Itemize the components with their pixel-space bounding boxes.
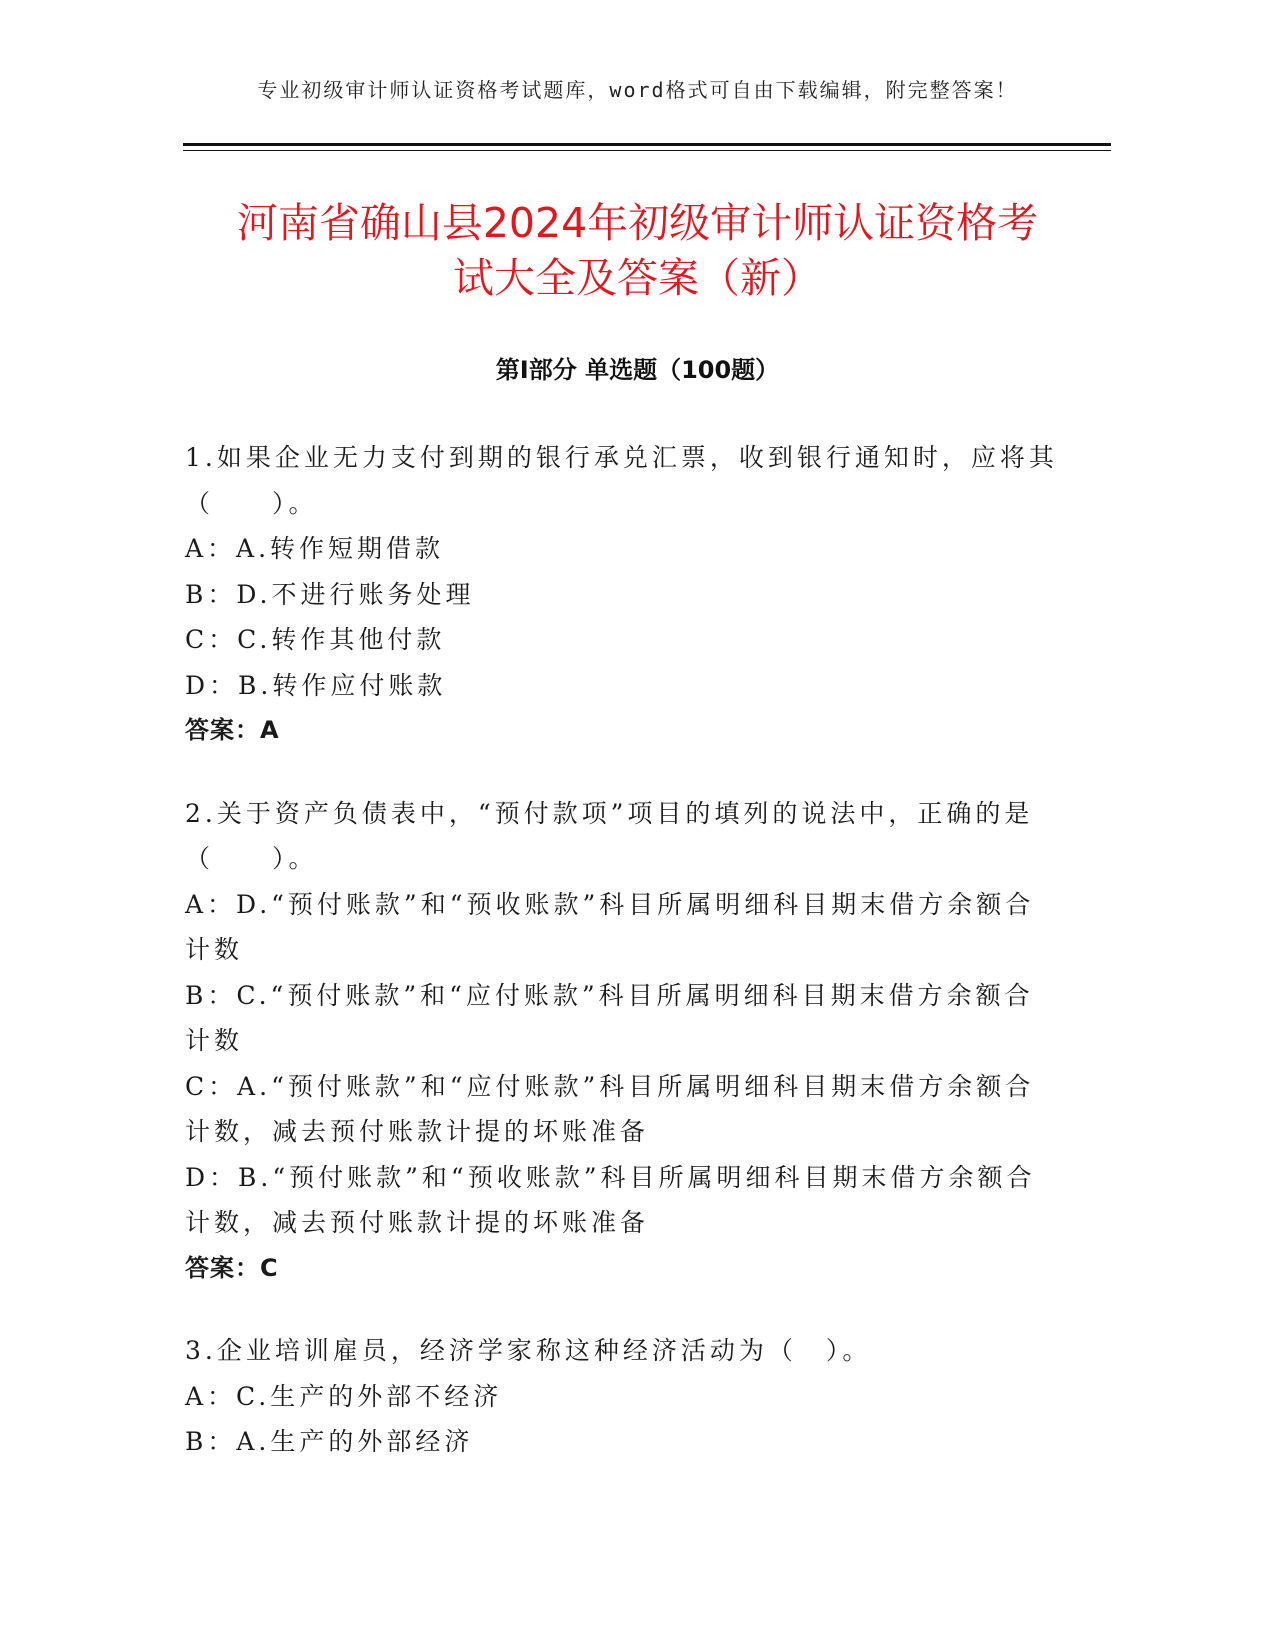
question-2-option-c: C：A.“预付账款”和“应付账款”科目所属明细科目期末借方余额合 bbox=[185, 1071, 1035, 1101]
question-2-option-a: A：D.“预付账款”和“预收账款”科目所属明细科目期末借方余额合 bbox=[185, 889, 1035, 919]
question-2-option-a-cont: 计数 bbox=[185, 935, 244, 964]
question-1-option-c: C：C.转作其他付款 bbox=[185, 625, 446, 654]
question-1-answer: 答案：A bbox=[185, 716, 280, 744]
header-rule-thin bbox=[183, 150, 1111, 151]
question-2-option-b: B：C.“预付账款”和“应付账款”科目所属明细科目期末借方余额合 bbox=[185, 980, 1034, 1010]
question-2-option-d: D：B.“预付账款”和“预收账款”科目所属明细科目期末借方余额合 bbox=[185, 1162, 1036, 1192]
question-3-option-b: B：A.生产的外部经济 bbox=[185, 1427, 474, 1456]
question-1-option-b: B：D.不进行账务处理 bbox=[185, 579, 475, 609]
question-2-option-d-cont: 计数，减去预付账款计提的坏账准备 bbox=[185, 1208, 650, 1237]
question-1-stem-cont: （ ）。 bbox=[185, 488, 318, 518]
question-3-option-a: A：C.生产的外部不经济 bbox=[185, 1381, 503, 1411]
question-2-stem-cont: （ ）。 bbox=[185, 844, 318, 873]
question-2-option-c-cont: 计数，减去预付账款计提的坏账准备 bbox=[185, 1117, 650, 1146]
question-1-option-d: D：B.转作应付账款 bbox=[185, 670, 447, 700]
question-3 bbox=[185, 1328, 1085, 1465]
question-list bbox=[185, 435, 1085, 1502]
question-1 bbox=[185, 435, 1085, 754]
question-1-stem: 1.如果企业无力支付到期的银行承兑汇票，收到银行通知时，应将其 bbox=[185, 443, 1058, 472]
question-3-stem: 3.企业培训雇员，经济学家称这种经济活动为（ ）。 bbox=[185, 1336, 872, 1365]
question-2-option-b-cont: 计数 bbox=[185, 1026, 244, 1055]
document-title-line-1: 河南省确山县2024年初级审计师认证资格考 bbox=[236, 199, 1039, 247]
header-rule bbox=[183, 143, 1111, 146]
section-title: 第Ⅰ部分 单选题（100题） bbox=[495, 356, 780, 384]
page-header: 专业初级审计师认证资格考试题库，word格式可自由下载编辑，附完整答案！ bbox=[257, 78, 1018, 102]
question-2-stem: 2.关于资产负债表中，“预付款项”项目的填列的说法中，正确的是 bbox=[185, 798, 1034, 828]
question-1-option-a: A：A.转作短期借款 bbox=[185, 534, 445, 563]
document-title-line-2: 试大全及答案（新） bbox=[453, 254, 822, 302]
question-2 bbox=[185, 791, 1085, 1292]
question-2-answer: 答案：C bbox=[185, 1253, 279, 1282]
document-title bbox=[150, 196, 1125, 306]
